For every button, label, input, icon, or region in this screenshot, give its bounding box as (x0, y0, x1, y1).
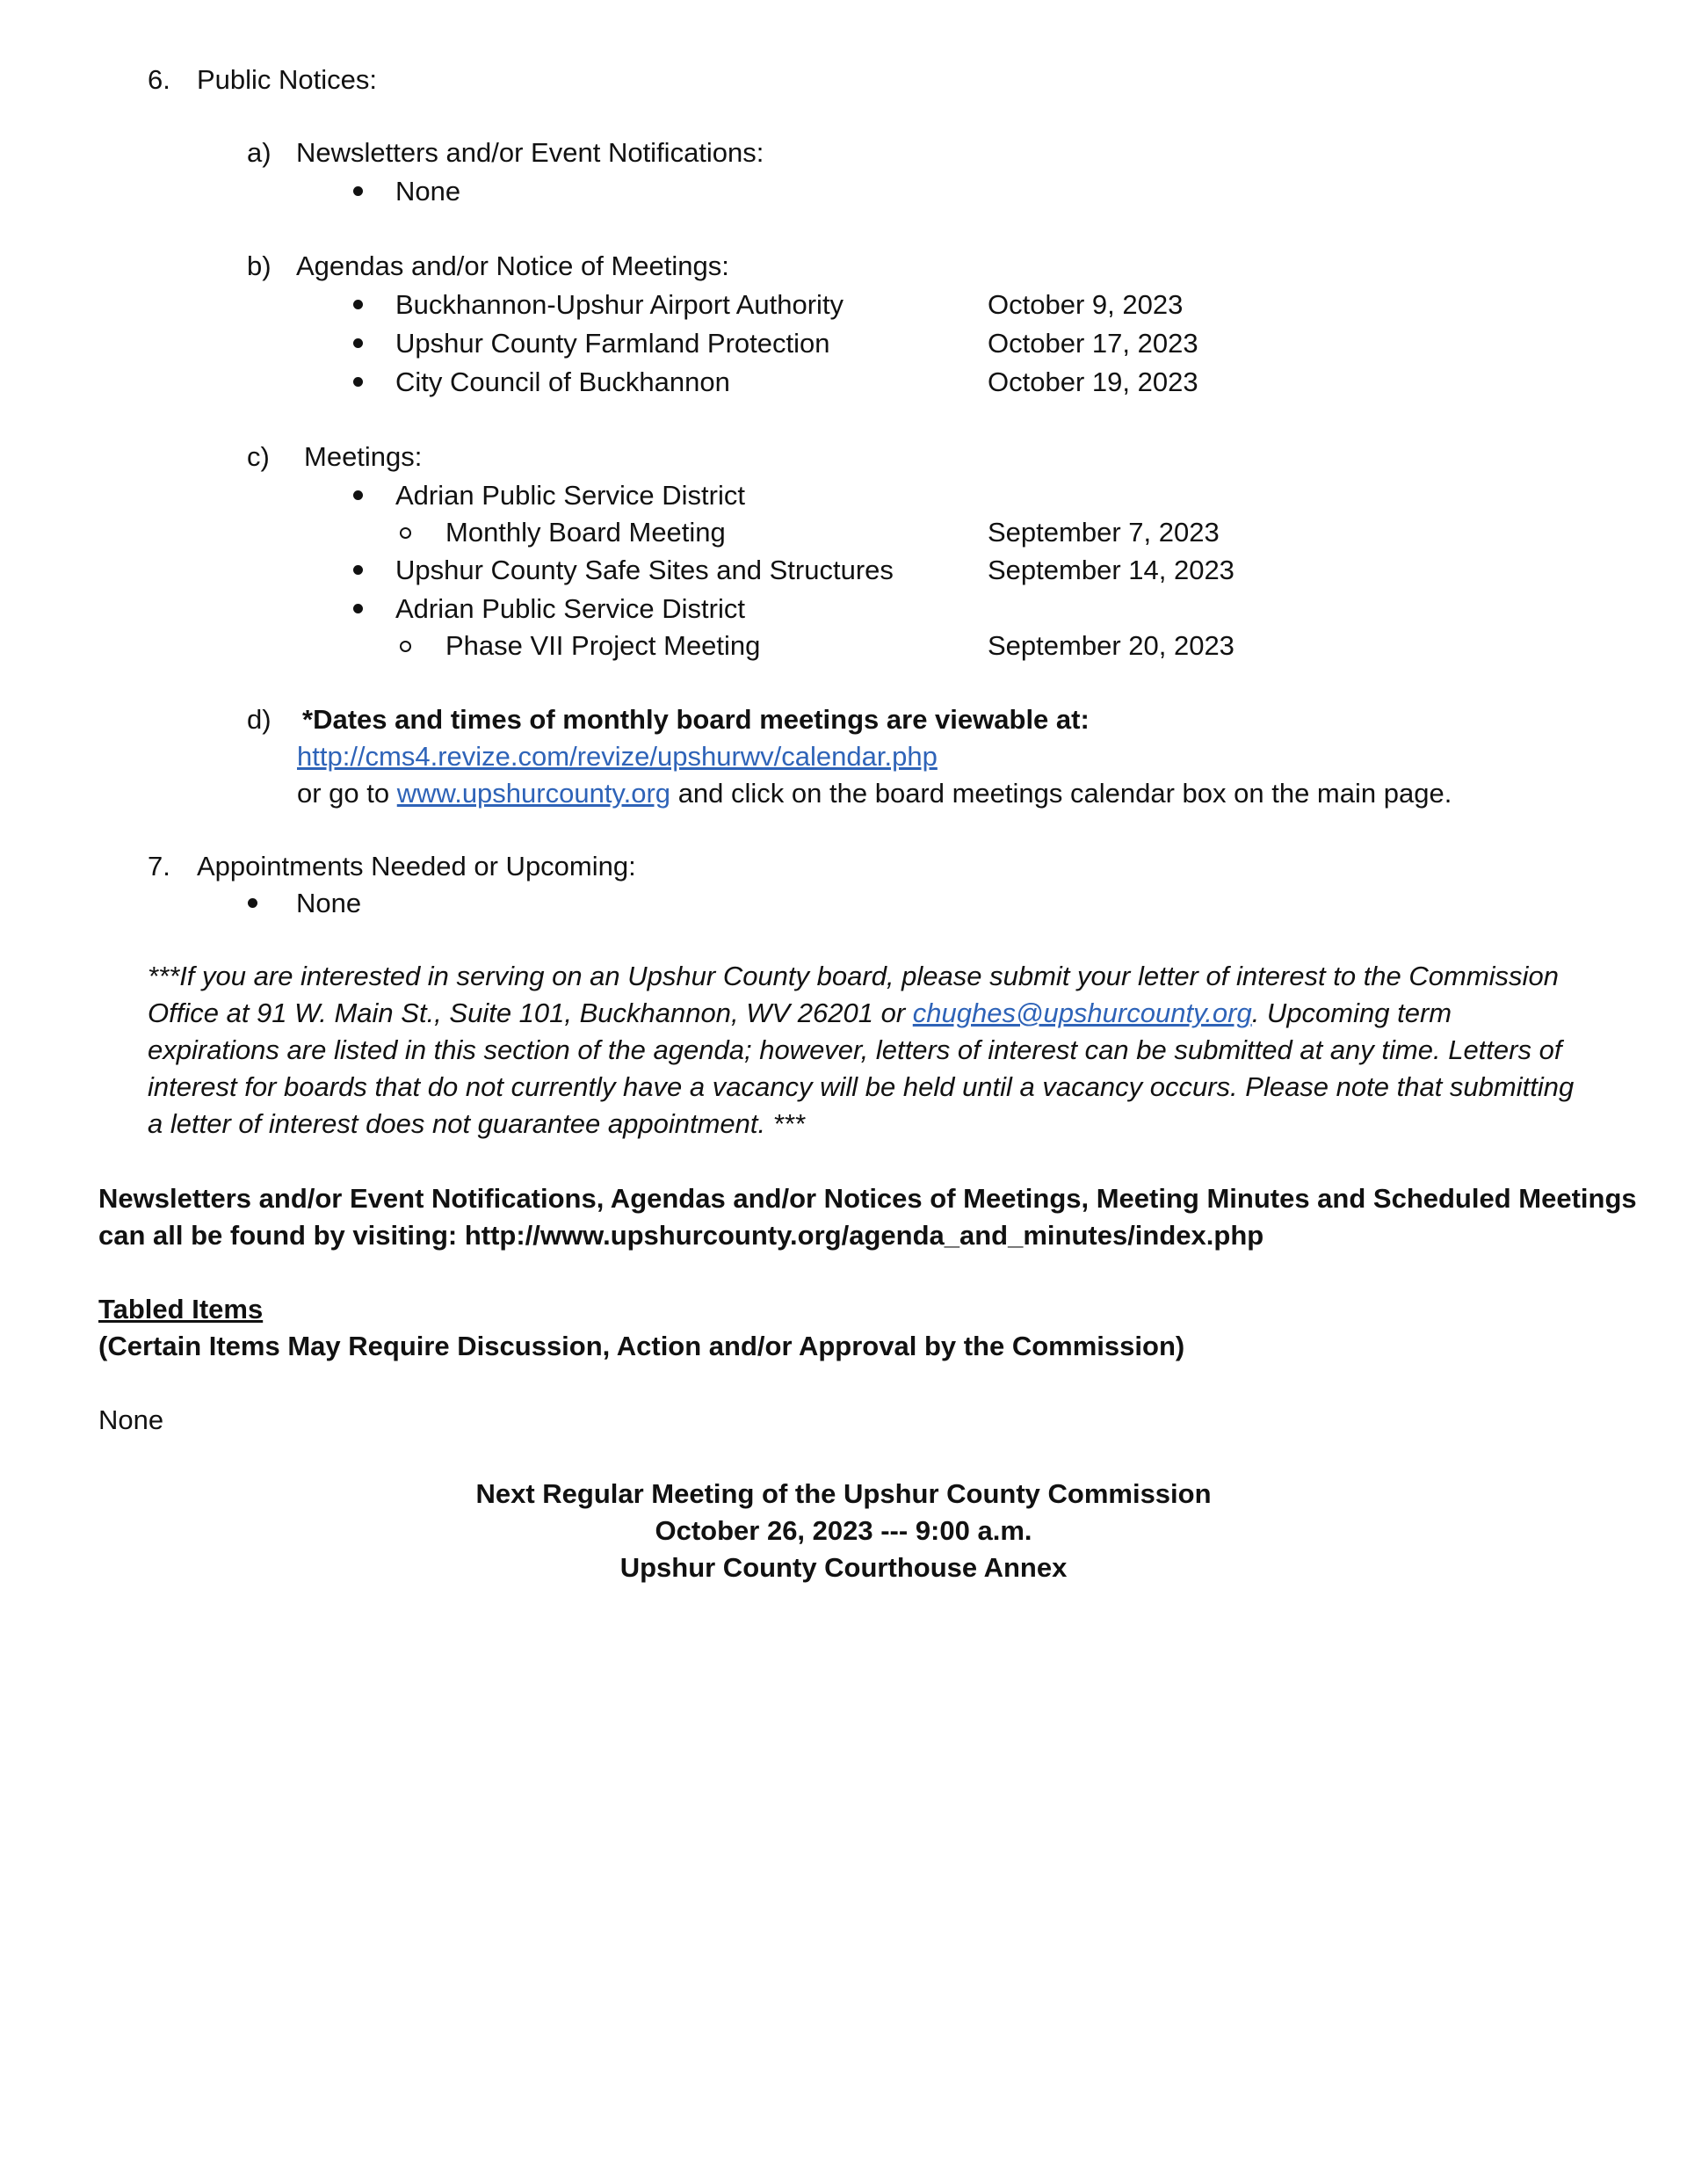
bullet-icon (353, 565, 363, 575)
bullet-icon (353, 377, 363, 387)
meeting-sub-item-date: September 7, 2023 (988, 517, 1220, 548)
meeting-sub-item-name: Phase VII Project Meeting (445, 630, 761, 661)
subsection-c-letter: c) (247, 441, 270, 472)
meeting-item-name: Adrian Public Service District (395, 480, 745, 511)
calendar-link[interactable]: http://cms4.revize.com/revize/upshurwv/calendar.php (297, 741, 938, 772)
subsection-d-title: *Dates and times of monthly board meetings are viewable at: (302, 704, 1090, 735)
section-7-item: None (296, 888, 362, 918)
section-6-number: 6. (148, 64, 170, 95)
bullet-icon (353, 490, 363, 500)
subsection-d-line3 (297, 780, 1452, 807)
findings-line-2: can all be found by visiting: http://www.upshurcounty.org/agenda_and_minutes/index.php (98, 1220, 1264, 1251)
meeting-item-name: Upshur County Safe Sites and Structures (395, 555, 894, 585)
bullet-icon (353, 300, 363, 309)
county-website-link[interactable]: www.upshurcounty.org (396, 778, 671, 809)
meeting-sub-item-name: Monthly Board Meeting (445, 517, 726, 548)
meeting-sub-item-date: September 20, 2023 (988, 630, 1234, 661)
section-6-title: Public Notices: (197, 64, 378, 95)
email-link[interactable]: chughes@upshurcounty.org (912, 998, 1252, 1028)
subsection-a-item: None (395, 176, 461, 207)
meeting-item-name: Adrian Public Service District (395, 593, 745, 624)
subsection-b-letter: b) (247, 250, 272, 281)
note-text-after: . Upcoming term expirations are listed in this section of the agenda; however, letters of interest can be submitted at any time. Letters of interest for boards that do not currently have a vacancy will be held until a vacancy occurs. Please note that submitting a letter of interest does not guarantee appointment. *** (148, 998, 1575, 1139)
subsection-b-title: Agendas and/or Notice of Meetings: (296, 250, 729, 281)
subsection-a-letter: a) (247, 137, 272, 168)
next-meeting-line-1: Next Regular Meeting of the Upshur County Commission (475, 1478, 1212, 1509)
bullet-icon (248, 898, 257, 908)
go-to-text: or go to (297, 778, 390, 809)
tabled-items-subheading: (Certain Items May Require Discussion, Action and/or Approval by the Commission) (98, 1331, 1185, 1361)
bullet-icon (353, 604, 363, 613)
agenda-item-name: Buckhannon-Upshur Airport Authority (395, 289, 844, 320)
section-7-title: Appointments Needed or Upcoming: (197, 851, 636, 882)
subsection-c-title: Meetings: (304, 441, 423, 472)
agenda-item-name: Upshur County Farmland Protection (395, 328, 830, 359)
bullet-icon (353, 186, 363, 196)
subsection-d-letter: d) (247, 704, 272, 735)
note-text-before: ***If you are interested in serving on an Upshur County board, please submit your letter of interest to the Commission Office at 91 W. Main St., Suite 101, Buckhannon, WV 26201 or (148, 961, 1559, 1028)
bullet-icon (353, 338, 363, 348)
meeting-item-date: September 14, 2023 (988, 555, 1234, 585)
agenda-item-name: City Council of Buckhannon (395, 366, 730, 397)
section-7-number: 7. (148, 851, 170, 882)
tabled-items-heading: Tabled Items (98, 1294, 264, 1324)
sub-bullet-icon (400, 641, 411, 652)
subsection-a-title: Newsletters and/or Event Notifications: (296, 137, 764, 168)
tabled-items-body: None (98, 1404, 164, 1435)
agenda-item-date: October 9, 2023 (988, 289, 1184, 320)
next-meeting-line-3: Upshur County Courthouse Annex (619, 1552, 1068, 1583)
agenda-item-date: October 19, 2023 (988, 366, 1198, 397)
sub-bullet-icon (400, 527, 411, 539)
letter-of-interest-note (148, 958, 1589, 1143)
agenda-item-date: October 17, 2023 (988, 328, 1198, 359)
findings-line-1: Newsletters and/or Event Notifications, Agendas and/or Notices of Meetings, Meeting Minutes and Scheduled Meetings (98, 1183, 1637, 1214)
click-instructions-text: and click on the board meetings calendar box on the main page. (677, 778, 1452, 809)
next-meeting-line-2: October 26, 2023 --- 9:00 a.m. (655, 1515, 1032, 1546)
